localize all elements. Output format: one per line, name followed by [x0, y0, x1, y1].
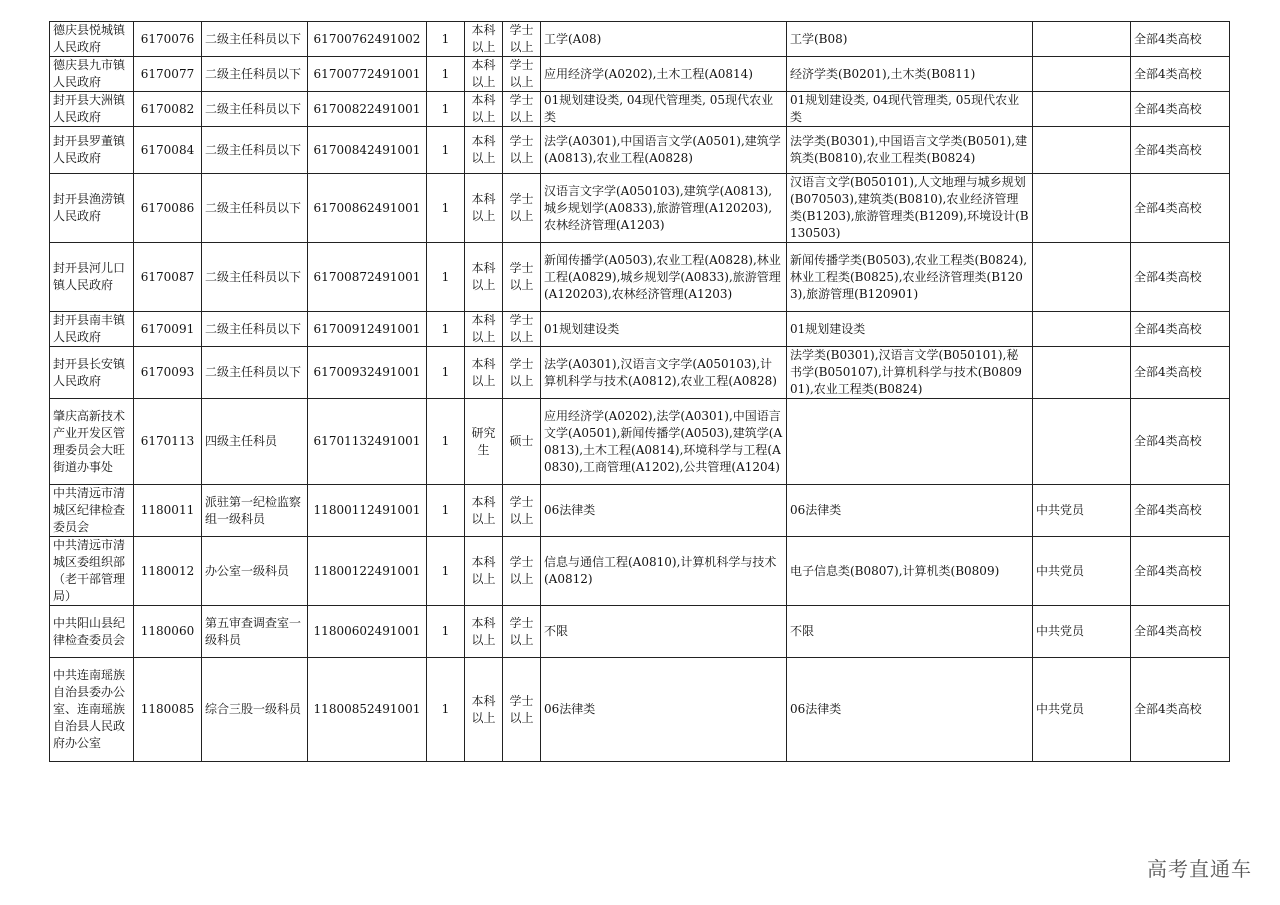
undergrad-major-cell: 06法律类 — [541, 485, 787, 537]
position-name-cell: 派驻第一纪检监察组一级科员 — [202, 485, 308, 537]
undergrad-major-cell: 信息与通信工程(A0810),计算机科学与技术(A0812) — [541, 537, 787, 606]
unit-name-cell: 封开县罗董镇人民政府 — [50, 127, 134, 174]
school-scope-cell: 全部4类高校 — [1131, 92, 1230, 127]
education-cell: 本科以上 — [465, 347, 503, 399]
political-status-cell — [1033, 312, 1131, 347]
degree-cell: 学士以上 — [503, 57, 541, 92]
school-scope-cell: 全部4类高校 — [1131, 658, 1230, 762]
position-code-cell: 61701132491001 — [308, 399, 427, 485]
degree-cell: 学士以上 — [503, 485, 541, 537]
hire-count-cell: 1 — [427, 92, 465, 127]
table-row — [50, 347, 1230, 399]
table-row — [50, 537, 1230, 606]
position-name-cell: 二级主任科员以下 — [202, 347, 308, 399]
table-row — [50, 127, 1230, 174]
undergrad-major-cell: 应用经济学(A0202),法学(A0301),中国语言文学(A0501),新闻传播学(A0503),建筑学(A0813),土木工程(A0814),环境科学与工程(A0830),工商管理(A1202),公共管理(A1204) — [541, 399, 787, 485]
position-name-cell: 二级主任科员以下 — [202, 57, 308, 92]
position-name-cell: 四级主任科员 — [202, 399, 308, 485]
political-status-cell — [1033, 174, 1131, 243]
education-cell: 本科以上 — [465, 57, 503, 92]
unit-code-cell: 6170113 — [134, 399, 202, 485]
table-body — [50, 22, 1230, 762]
political-status-cell — [1033, 243, 1131, 312]
school-scope-cell: 全部4类高校 — [1131, 57, 1230, 92]
table-row — [50, 485, 1230, 537]
school-scope-cell: 全部4类高校 — [1131, 399, 1230, 485]
unit-name-cell: 封开县河儿口镇人民政府 — [50, 243, 134, 312]
position-name-cell: 第五审查调查室一级科员 — [202, 606, 308, 658]
hire-count-cell: 1 — [427, 399, 465, 485]
undergrad-major-cell: 新闻传播学(A0503),农业工程(A0828),林业工程(A0829),城乡规划学(A0833),旅游管理(A120203),农林经济管理(A1203) — [541, 243, 787, 312]
watermark-text: 高考直通车 — [1147, 857, 1252, 881]
political-status-cell — [1033, 22, 1131, 57]
school-scope-cell: 全部4类高校 — [1131, 537, 1230, 606]
degree-cell: 学士以上 — [503, 22, 541, 57]
undergrad-major-cell: 06法律类 — [541, 658, 787, 762]
unit-code-cell: 6170076 — [134, 22, 202, 57]
undergrad-major-cell: 应用经济学(A0202),土木工程(A0814) — [541, 57, 787, 92]
position-name-cell: 办公室一级科员 — [202, 537, 308, 606]
grad-major-cell: 01规划建设类 — [787, 312, 1033, 347]
grad-major-cell: 法学类(B0301),汉语言文学(B050101),秘书学(B050107),计算机科学与技术(B080901),农业工程类(B0824) — [787, 347, 1033, 399]
grad-major-cell: 法学类(B0301),中国语言文学类(B0501),建筑类(B0810),农业工程类(B0824) — [787, 127, 1033, 174]
degree-cell: 学士以上 — [503, 127, 541, 174]
hire-count-cell: 1 — [427, 127, 465, 174]
hire-count-cell: 1 — [427, 485, 465, 537]
position-name-cell: 二级主任科员以下 — [202, 312, 308, 347]
school-scope-cell: 全部4类高校 — [1131, 485, 1230, 537]
position-code-cell: 61700772491001 — [308, 57, 427, 92]
hire-count-cell: 1 — [427, 57, 465, 92]
education-cell: 本科以上 — [465, 92, 503, 127]
political-status-cell — [1033, 347, 1131, 399]
hire-count-cell: 1 — [427, 174, 465, 243]
unit-code-cell: 6170091 — [134, 312, 202, 347]
position-code-cell: 11800112491001 — [308, 485, 427, 537]
school-scope-cell: 全部4类高校 — [1131, 312, 1230, 347]
political-status-cell: 中共党员 — [1033, 658, 1131, 762]
unit-name-cell: 肇庆高新技术产业开发区管理委员会大旺街道办事处 — [50, 399, 134, 485]
degree-cell: 硕士 — [503, 399, 541, 485]
grad-major-cell: 新闻传播学类(B0503),农业工程类(B0824),林业工程类(B0825),农业经济管理类(B1203),旅游管理(B120901) — [787, 243, 1033, 312]
unit-code-cell: 6170087 — [134, 243, 202, 312]
degree-cell: 学士以上 — [503, 537, 541, 606]
hire-count-cell: 1 — [427, 606, 465, 658]
position-code-cell: 11800602491001 — [308, 606, 427, 658]
education-cell: 本科以上 — [465, 485, 503, 537]
education-cell: 研究生 — [465, 399, 503, 485]
table-row — [50, 22, 1230, 57]
education-cell: 本科以上 — [465, 606, 503, 658]
table-row — [50, 312, 1230, 347]
grad-major-cell: 06法律类 — [787, 658, 1033, 762]
grad-major-cell: 经济学类(B0201),土木类(B0811) — [787, 57, 1033, 92]
undergrad-major-cell: 汉语言文字学(A050103),建筑学(A0813),城乡规划学(A0833),旅游管理(A120203),农林经济管理(A1203) — [541, 174, 787, 243]
undergrad-major-cell: 01规划建设类, 04现代管理类, 05现代农业类 — [541, 92, 787, 127]
undergrad-major-cell: 法学(A0301),汉语言文字学(A050103),计算机科学与技术(A0812),农业工程(A0828) — [541, 347, 787, 399]
position-code-cell: 61700842491001 — [308, 127, 427, 174]
undergrad-major-cell: 不限 — [541, 606, 787, 658]
hire-count-cell: 1 — [427, 22, 465, 57]
position-code-cell: 61700862491001 — [308, 174, 427, 243]
unit-code-cell: 6170086 — [134, 174, 202, 243]
unit-code-cell: 1180085 — [134, 658, 202, 762]
school-scope-cell: 全部4类高校 — [1131, 127, 1230, 174]
hire-count-cell: 1 — [427, 312, 465, 347]
table-row — [50, 92, 1230, 127]
position-name-cell: 二级主任科员以下 — [202, 22, 308, 57]
position-name-cell: 综合三股一级科员 — [202, 658, 308, 762]
grad-major-cell: 01规划建设类, 04现代管理类, 05现代农业类 — [787, 92, 1033, 127]
position-name-cell: 二级主任科员以下 — [202, 243, 308, 312]
degree-cell: 学士以上 — [503, 658, 541, 762]
political-status-cell: 中共党员 — [1033, 485, 1131, 537]
position-code-cell: 61700932491001 — [308, 347, 427, 399]
position-code-cell: 11800852491001 — [308, 658, 427, 762]
unit-name-cell: 中共清远市清城区委组织部（老干部管理局） — [50, 537, 134, 606]
hire-count-cell: 1 — [427, 658, 465, 762]
school-scope-cell: 全部4类高校 — [1131, 347, 1230, 399]
education-cell: 本科以上 — [465, 174, 503, 243]
education-cell: 本科以上 — [465, 22, 503, 57]
unit-code-cell: 6170082 — [134, 92, 202, 127]
recruitment-table — [49, 21, 1230, 762]
hire-count-cell: 1 — [427, 243, 465, 312]
school-scope-cell: 全部4类高校 — [1131, 22, 1230, 57]
table-row — [50, 399, 1230, 485]
political-status-cell — [1033, 57, 1131, 92]
school-scope-cell: 全部4类高校 — [1131, 174, 1230, 243]
unit-code-cell: 6170084 — [134, 127, 202, 174]
undergrad-major-cell: 工学(A08) — [541, 22, 787, 57]
unit-name-cell: 中共阳山县纪律检查委员会 — [50, 606, 134, 658]
unit-name-cell: 封开县长安镇人民政府 — [50, 347, 134, 399]
political-status-cell — [1033, 399, 1131, 485]
political-status-cell — [1033, 127, 1131, 174]
education-cell: 本科以上 — [465, 537, 503, 606]
degree-cell: 学士以上 — [503, 92, 541, 127]
unit-code-cell: 1180060 — [134, 606, 202, 658]
degree-cell: 学士以上 — [503, 312, 541, 347]
unit-name-cell: 封开县大洲镇人民政府 — [50, 92, 134, 127]
grad-major-cell: 汉语言文学(B050101),人文地理与城乡规划(B070503),建筑类(B0810),农业经济管理类(B1203),旅游管理类(B1209),环境设计(B130503) — [787, 174, 1033, 243]
unit-code-cell: 6170093 — [134, 347, 202, 399]
unit-name-cell: 中共清远市清城区纪律检查委员会 — [50, 485, 134, 537]
grad-major-cell — [787, 399, 1033, 485]
position-code-cell: 61700912491001 — [308, 312, 427, 347]
position-code-cell: 11800122491001 — [308, 537, 427, 606]
table-row — [50, 57, 1230, 92]
hire-count-cell: 1 — [427, 537, 465, 606]
grad-major-cell: 工学(B08) — [787, 22, 1033, 57]
political-status-cell: 中共党员 — [1033, 537, 1131, 606]
degree-cell: 学士以上 — [503, 174, 541, 243]
unit-name-cell: 德庆县九市镇人民政府 — [50, 57, 134, 92]
degree-cell: 学士以上 — [503, 243, 541, 312]
political-status-cell — [1033, 92, 1131, 127]
position-name-cell: 二级主任科员以下 — [202, 174, 308, 243]
unit-name-cell: 封开县南丰镇人民政府 — [50, 312, 134, 347]
position-code-cell: 61700762491002 — [308, 22, 427, 57]
education-cell: 本科以上 — [465, 312, 503, 347]
position-code-cell: 61700872491001 — [308, 243, 427, 312]
unit-name-cell: 封开县渔涝镇人民政府 — [50, 174, 134, 243]
degree-cell: 学士以上 — [503, 347, 541, 399]
political-status-cell: 中共党员 — [1033, 606, 1131, 658]
grad-major-cell: 06法律类 — [787, 485, 1033, 537]
undergrad-major-cell: 法学(A0301),中国语言文学(A0501),建筑学(A0813),农业工程(A0828) — [541, 127, 787, 174]
position-code-cell: 61700822491001 — [308, 92, 427, 127]
table-row — [50, 174, 1230, 243]
degree-cell: 学士以上 — [503, 606, 541, 658]
position-name-cell: 二级主任科员以下 — [202, 92, 308, 127]
grad-major-cell: 不限 — [787, 606, 1033, 658]
position-name-cell: 二级主任科员以下 — [202, 127, 308, 174]
table-row — [50, 658, 1230, 762]
unit-code-cell: 1180011 — [134, 485, 202, 537]
unit-name-cell: 德庆县悦城镇人民政府 — [50, 22, 134, 57]
education-cell: 本科以上 — [465, 127, 503, 174]
education-cell: 本科以上 — [465, 243, 503, 312]
unit-code-cell: 1180012 — [134, 537, 202, 606]
grad-major-cell: 电子信息类(B0807),计算机类(B0809) — [787, 537, 1033, 606]
undergrad-major-cell: 01规划建设类 — [541, 312, 787, 347]
school-scope-cell: 全部4类高校 — [1131, 243, 1230, 312]
table-row — [50, 243, 1230, 312]
school-scope-cell: 全部4类高校 — [1131, 606, 1230, 658]
table-row — [50, 606, 1230, 658]
unit-name-cell: 中共连南瑶族自治县委办公室、连南瑶族自治县人民政府办公室 — [50, 658, 134, 762]
hire-count-cell: 1 — [427, 347, 465, 399]
unit-code-cell: 6170077 — [134, 57, 202, 92]
education-cell: 本科以上 — [465, 658, 503, 762]
